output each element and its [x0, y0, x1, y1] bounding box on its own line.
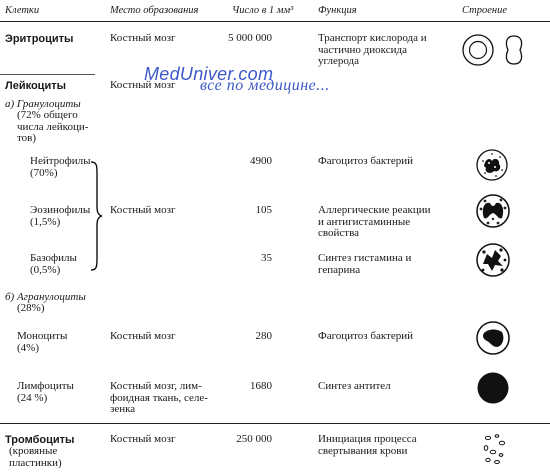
granulocytes-note: (72% общего числа лейкоци- тов): [17, 109, 89, 144]
basophil-icon: [475, 242, 511, 278]
neutrophil-icon: [475, 148, 509, 182]
leukocytes-divider: [0, 74, 95, 75]
lymphocytes-name: Лимфоциты (24 %): [17, 380, 74, 404]
lymphocytes-origin: Костный мозг, лим- фоидная ткань, селе- зенка: [110, 380, 208, 415]
monocytes-origin: Костный мозг: [110, 330, 176, 342]
agranulocytes-title: б) Агранулоциты: [5, 291, 86, 303]
monocytes-name: Моноциты (4%): [17, 330, 68, 354]
platelets-origin: Костный мозг: [110, 433, 176, 445]
basophils-name: Базофилы (0,5%): [30, 252, 77, 276]
monocytes-function: Фагоцитоз бактерий: [318, 330, 413, 342]
leukocytes-origin: Костный мозг: [110, 79, 176, 91]
eosinophils-name: Эозинофилы (1,5%): [30, 204, 91, 228]
eosinophils-function: Аллергические реакции и антигистаминные свойства: [318, 204, 431, 239]
platelets-name: Тромбоциты: [5, 434, 75, 446]
eosinophils-count: 105: [255, 204, 272, 216]
basophils-function: Синтез гистамина и гепарина: [318, 252, 412, 276]
neutrophils-count: 4900: [250, 155, 272, 167]
monocyte-icon: [475, 320, 511, 356]
header-cells: Клетки: [5, 5, 40, 16]
header-origin: Место образования: [110, 5, 199, 16]
granulocytes-origin: Костный мозг: [110, 204, 176, 216]
lymphocytes-function: Синтез антител: [318, 380, 391, 392]
erythrocytes-name: Эритроциты: [5, 33, 74, 45]
platelets-function: Инициация процесса свертывания крови: [318, 433, 417, 457]
granulocytes-title: а) Гранулоциты: [5, 98, 81, 110]
watermark-site: MedUniver.com: [144, 64, 274, 84]
platelets-divider: [0, 423, 550, 424]
brace-icon: [88, 160, 104, 272]
agranulocytes-note: (28%): [17, 302, 45, 314]
eosinophil-icon: [475, 193, 511, 229]
platelets-note: (кровяные пластинки): [9, 445, 62, 469]
erythrocytes-count: 5 000 000: [228, 32, 272, 44]
basophils-count: 35: [261, 252, 272, 264]
erythrocytes-function: Транспорт кислорода и частично диоксида углерода: [318, 32, 427, 67]
lymphocyte-icon: [475, 370, 511, 406]
header-divider: [0, 21, 550, 22]
header-count: Число в 1 мм³: [232, 5, 294, 16]
platelet-icon: [480, 432, 510, 468]
lymphocytes-count: 1680: [250, 380, 272, 392]
erythrocyte-icon: [460, 32, 535, 68]
leukocytes-name: Лейкоциты: [5, 80, 66, 92]
platelets-count: 250 000: [236, 433, 272, 445]
neutrophils-function: Фагоцитоз бактерий: [318, 155, 413, 167]
header-structure: Строение: [462, 5, 508, 16]
watermark-tagline: все по медицине...: [200, 77, 330, 94]
header-function: Функция: [318, 5, 357, 16]
monocytes-count: 280: [255, 330, 272, 342]
erythrocytes-origin: Костный мозг: [110, 32, 176, 44]
neutrophils-name: Нейтрофилы (70%): [30, 155, 91, 179]
